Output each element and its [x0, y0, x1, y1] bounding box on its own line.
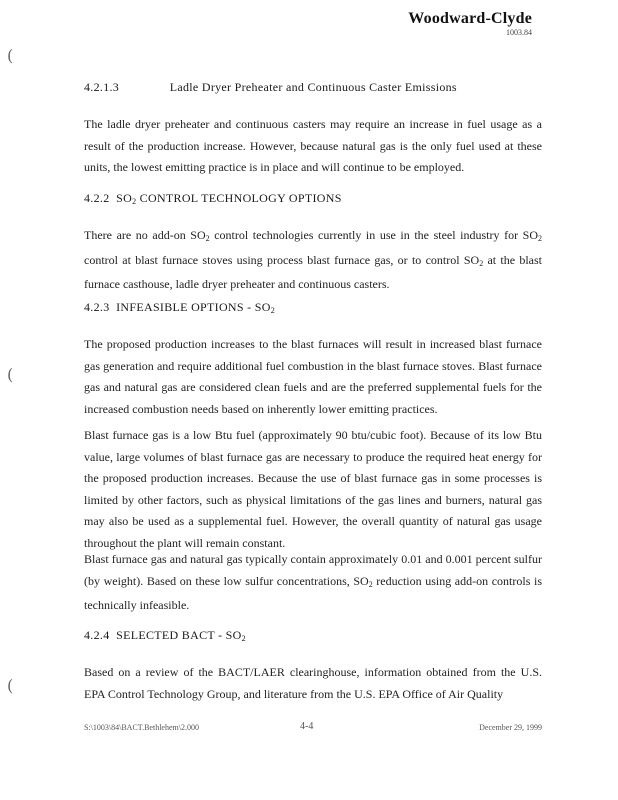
- margin-binding-mark: (: [7, 365, 14, 384]
- subscript: 2: [205, 234, 210, 243]
- section-title: Ladle Dryer Preheater and Continuous Caster Emissions: [169, 80, 457, 94]
- section-number: 4.2.3: [84, 300, 110, 314]
- margin-binding-mark: (: [7, 46, 14, 65]
- paragraph-sulfur-content: [84, 549, 542, 617]
- footer-date: December 29, 1999: [479, 723, 542, 732]
- text-run: reduction using add-on controls is technically infeasible.: [84, 573, 542, 612]
- section-heading-4-2-4: [84, 628, 246, 643]
- paragraph-production-increase: The proposed production increases to the blast furnaces will result in increased blast furnace gas generation and require additional fuel combustion in the blast furnace stoves. Blast furnace gas and natural gas are considered clean fuels and are the preferred supplemental fuels for the increased combustion needs based on inherently lower emitting practices.: [84, 337, 542, 416]
- subscript: 2: [479, 258, 484, 268]
- section-title: CONTROL TECHNOLOGY OPTIONS: [136, 191, 342, 205]
- paragraph-control-options: [84, 225, 542, 296]
- document-number: 1003.84: [506, 28, 532, 37]
- section-title: SO: [116, 191, 133, 205]
- subscript: 2: [241, 634, 246, 643]
- subscript: 2: [368, 579, 373, 589]
- subscript: 2: [132, 197, 137, 206]
- paragraph-blast-furnace-gas: Blast furnace gas is a low Btu fuel (approximately 90 btu/cubic foot). Because of its low Btu value, large volumes of blast furnace gas are necessary to produce the required heat energy for the proposed production increases. Because the use of blast furnace gas in some processes is limited by other factors, such as physical limitations of the gas lines and burners, natural gas may also be used as a supplemental fuel. However, the overall quantity of natural gas usage throughout the plant will remain constant.: [84, 428, 542, 550]
- text-run: There are no add-on SO: [84, 228, 206, 242]
- paragraph-selected-bact: Based on a review of the BACT/LAER clearinghouse, information obtained from the U.S. EPA Control Technology Group, and literature from the U.S. EPA Office of Air Quality: [84, 665, 542, 701]
- subscript: 2: [538, 234, 543, 243]
- company-logo-text: Woodward-Clyde: [408, 10, 532, 27]
- section-number: 4.2.4: [84, 628, 110, 642]
- section-title: SELECTED BACT - SO: [116, 628, 242, 642]
- section-title: INFEASIBLE OPTIONS - SO: [116, 300, 271, 314]
- section-number: 4.2.1.3: [84, 80, 120, 94]
- text-run: Blast furnace gas and natural gas typically contain approximately 0.01 and 0.001 percent sulfur (by weight). Based on these low sulfur concentrations, SO: [84, 552, 542, 588]
- subscript: 2: [270, 306, 275, 315]
- section-heading-4-2-3: [84, 300, 275, 315]
- footer-file-path: S:\1003\84\BACT.Bethlehem\2.000: [84, 723, 199, 732]
- section-number: 4.2.2: [84, 191, 110, 205]
- text-run: at the blast furnace casthouse, ladle dryer preheater and continuous casters.: [84, 252, 543, 291]
- text-run: control technologies currently in use in the steel industry for SO: [209, 228, 539, 242]
- paragraph-ladle-dryer: The ladle dryer preheater and continuous casters may require an increase in fuel usage as a result of the production increase. However, because natural gas is the only fuel used at these units, the lowest emitting practice is in place and will continue to be employed.: [84, 117, 542, 174]
- margin-binding-mark: (: [7, 676, 14, 695]
- section-heading-4-2-1-3: [84, 80, 457, 95]
- section-heading-4-2-2: [84, 191, 342, 206]
- text-run: control at blast furnace stoves using process blast furnace gas, or to control SO: [84, 252, 480, 267]
- page-number: 4-4: [300, 721, 314, 732]
